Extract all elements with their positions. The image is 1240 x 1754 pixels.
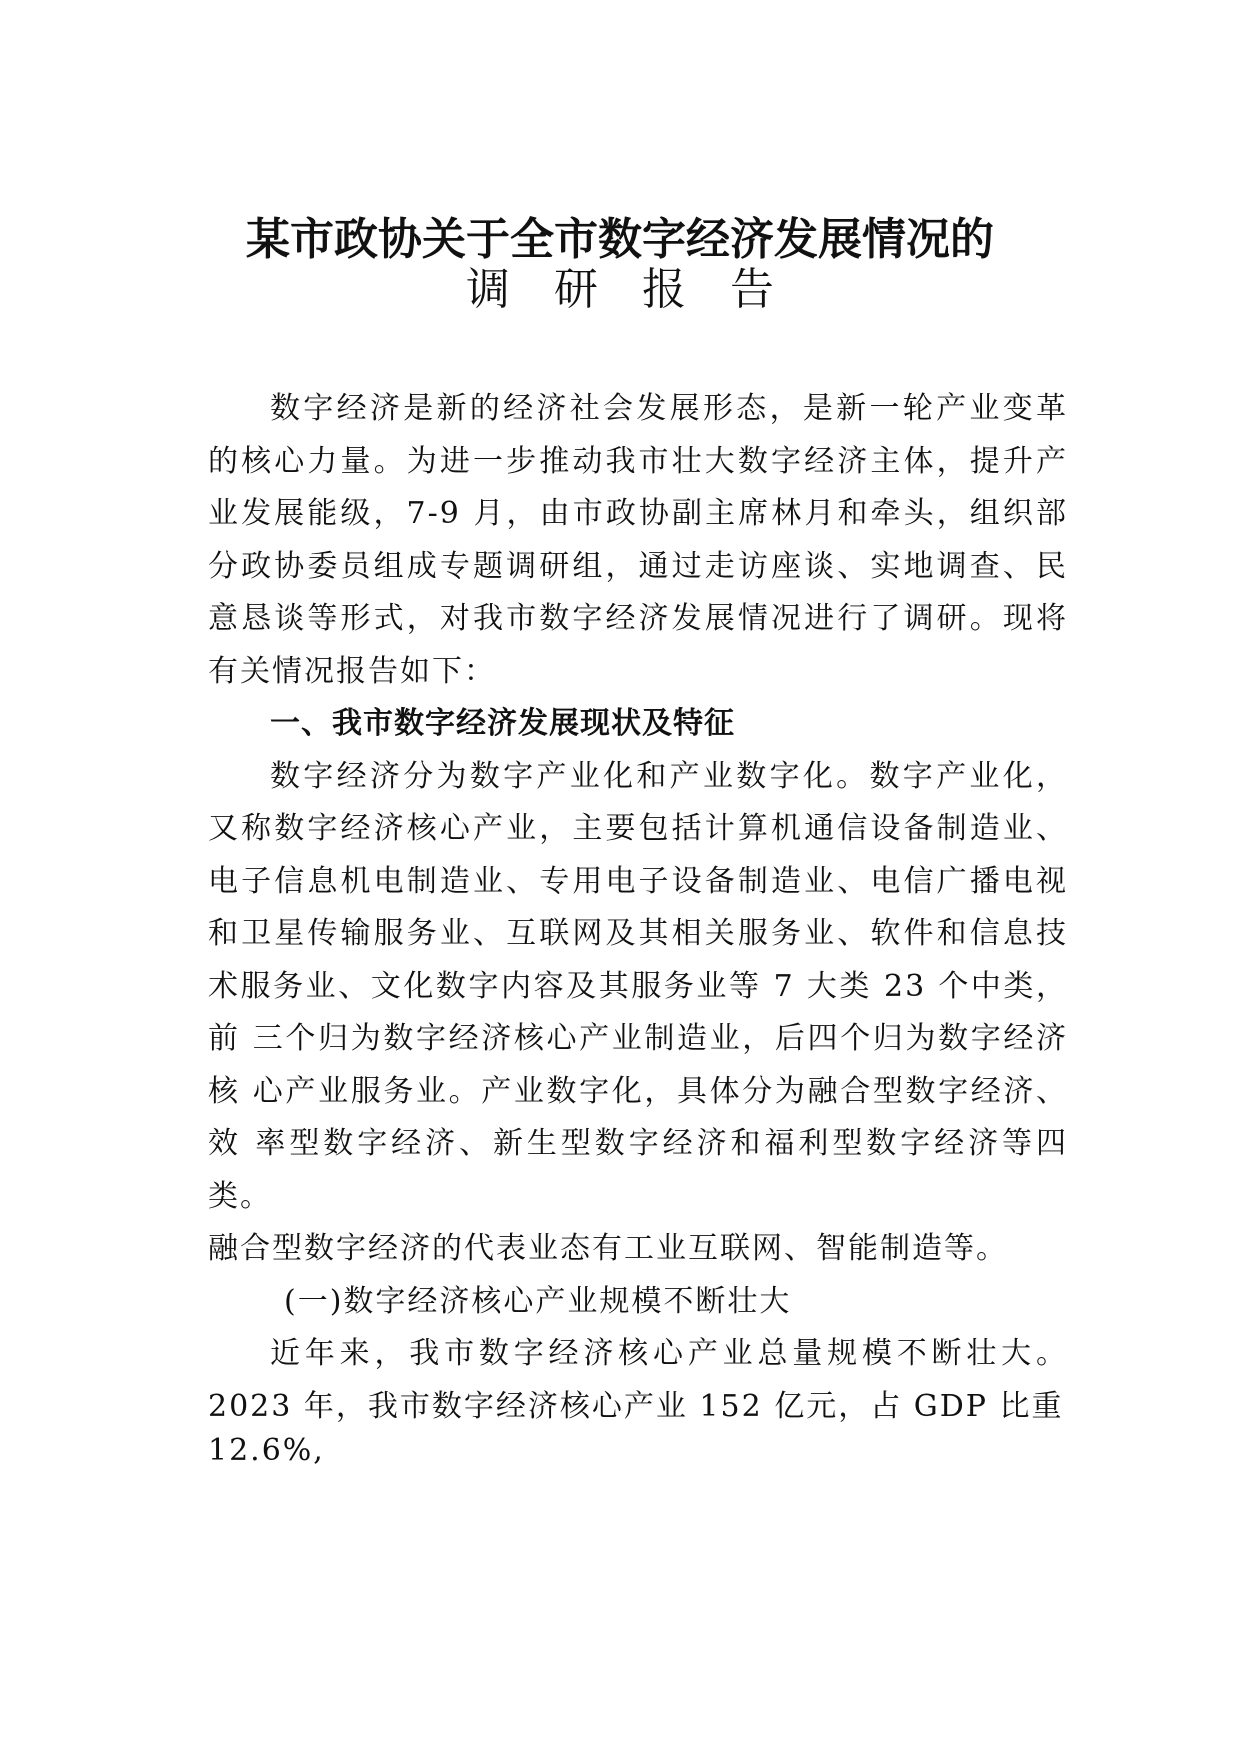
document-body [208,383,1068,1469]
subsection1-paragraph: 近年来，我市数字经济核心产业总量规模不断壮大。2023 年，我市数字经济核心产业 152 亿元，占 GDP 比重 [208,1336,1068,1424]
document-title-line1: 某市政协关于全市数字经济发展情况的 [246,214,994,265]
intro-paragraph: 数字经济是新的经济社会发展形态，是新一轮产业变革的核心力量。为进一步推动我市壮大数字经济主体，提升产业发展能级，7-9 月，由市政协副主席林月和牵头，组织部分政协委员组成专题调研组，通过走访座谈、实地调查、民意恳谈等形式，对我市数字经济发展情况进行了调研。现将有关情况报告如下： [208,391,1068,689]
subsection-heading-1: (一)数字经济核心产业规模不断壮大 [284,1283,792,1319]
subsection1-tail: 12.6%, [208,1433,325,1468]
document-title-line2: 调研报告 [466,264,818,315]
section1-paragraph: 数字经济分为数字产业化和产业数字化。数字产业化，又称数字经济核心产业，主要包括计算机通信设备制造业、电子信息机电制造业、专用电子设备制造业、电信广播电视和卫星传输服务业、互联网及其相关服务业、软件和信息技术服务业、文化数字内容及其服务业等 7 大类 23 个中类，前 三个归为数字经济核心产业制造业，后四个归为数字经济核 心产业服务业。产业数字化，具体分为融合型数字经济、效 率型数字经济、新生型数字经济和福利型数字经济等四类。 [208,758,1068,1214]
section-heading-1: 一、我市数字经济发展现状及特征 [270,706,735,741]
fusion-note-paragraph: 融合型数字经济的代表业态有工业互联网、智能制造等。 [208,1231,1008,1266]
